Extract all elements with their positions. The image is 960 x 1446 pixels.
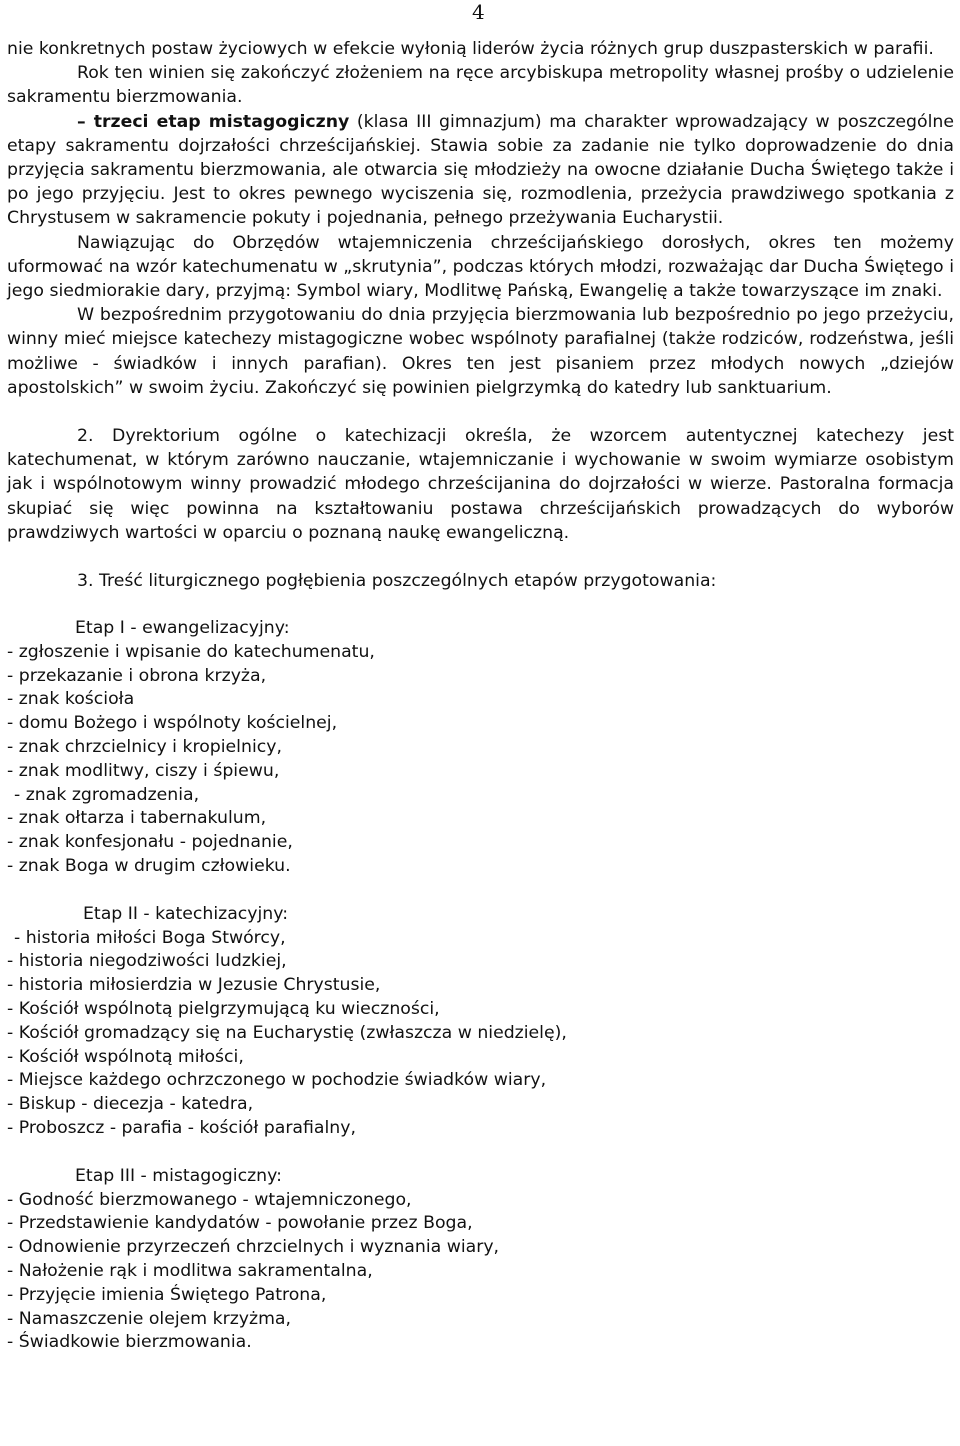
list-item: - znak modlitwy, ciszy i śpiewu, — [7, 760, 280, 781]
paragraph-intro-2: Rok ten winien się zakończyć złożeniem na ręce arcybiskupa metropolity własnej prośby o udzielenie sakramentu bierzmowania. — [7, 63, 954, 108]
section-2-paragraph: 2. Dyrektorium ogólne o katechizacji określa, że wzorcem autentycznej katechezy jest katechumenat, w którym zarówno nauczanie, wtajemniczanie i wychowanie w swoim wymiarze osobistym jak i wspólnotowym winny prowadzić młodego chrześcijanina do dojrzałości w wierze. Pastoralna formacja skupiać się więc powinna na kształtowaniu postawa chrześcijańskich prowadzących do wyborów prawdziwych wartości w oparciu o poznaną naukę ewangeliczną. — [7, 426, 954, 543]
section-3-heading: 3. Treść liturgicznego pogłębienia poszczególnych etapów przygotowania: — [77, 571, 717, 592]
list-item: - Biskup - diecezja - katedra, — [7, 1094, 254, 1115]
list-item: - domu Bożego i wspólnoty kościelnej, — [7, 713, 338, 734]
list-item: - Kościół wspólnotą miłości, — [7, 1046, 244, 1067]
list-item: - Godność bierzmowanego - wtajemniczonego, — [7, 1189, 412, 1210]
paragraph-intro-1: nie konkretnych postaw życiowych w efekcie wyłonią liderów życia różnych grup duszpasterskich w parafii. — [7, 39, 934, 59]
stage-3-list — [7, 1189, 954, 1356]
paragraph-third-stage — [7, 110, 954, 231]
spacer — [7, 545, 954, 569]
spacer — [7, 1141, 954, 1165]
list-item: - zgłoszenie i wpisanie do katechumenatu, — [7, 641, 375, 662]
list-item: - znak Boga w drugim człowieku. — [7, 856, 291, 877]
list-item: - znak ołtarza i tabernakulum, — [7, 808, 267, 829]
list-item: - historia niegodziwości ludzkiej, — [7, 951, 287, 972]
spacer — [7, 879, 954, 903]
page-number: 4 — [472, 0, 485, 24]
spacer — [7, 400, 954, 424]
list-item: - Miejsce każdego ochrzczonego w pochodzie świadków wiary, — [7, 1070, 547, 1091]
stage-3-title: Etap III - mistagogiczny: — [75, 1165, 282, 1186]
stage-2-title: Etap II - katechizacyjny: — [83, 903, 289, 924]
list-item: - znak konfesjonału - pojednanie, — [7, 832, 293, 853]
list-item: - znak chrzcielnicy i kropielnicy, — [7, 737, 282, 758]
list-item: - znak zgromadzenia, — [14, 784, 200, 805]
third-stage-text: (klasa III gimnazjum) ma charakter wprowadzający w poszczególne etapy sakramentu dojrzałości chrześcijańskiej. Stawia sobie za zadanie nie tylko doprowadzenie do dnia przyjęcia sakramentu bierzmowania, ale otwarcia się młodzieży na owocne działanie Ducha Świętego także i po jego przyjęciu. Jest to okres pewnego wyciszenia się, rozmodlenia, przeżycia prawdziwego spotkania z Chrystusem w sakramencie pokuty i pojednania, pełnego przeżywania Eucharystii. — [7, 111, 954, 229]
list-item: - Kościół wspólnotą pielgrzymującą ku wieczności, — [7, 999, 440, 1020]
list-item: - Świadkowie bierzmowania. — [7, 1332, 252, 1353]
list-item: - historia miłosierdzia w Jezusie Chrystusie, — [7, 975, 381, 996]
list-item: - Przedstawienie kandydatów - powołanie przez Boga, — [7, 1213, 473, 1234]
list-item: - Proboszcz - parafia - kościół parafialny, — [7, 1118, 356, 1138]
stage-1-list — [7, 641, 954, 879]
list-item: - Kościół gromadzący się na Eucharystię (zwłaszcza w niedzielę), — [7, 1022, 567, 1043]
paragraph-scrutinies: Nawiązując do Obrzędów wtajemniczenia chrześcijańskiego dorosłych, okres ten możemy uformować na wzór katechumenatu w „skrutynia”, podczas których młodzi, rozważając dar Ducha Świętego i jego siedmiorakie dary, przyjmą: Symbol wiary, Modlitwę Pańską, Ewangelię a także towarzyszące im znaki. — [7, 232, 954, 302]
list-item: - Przyjęcie imienia Świętego Patrona, — [7, 1284, 327, 1305]
list-item: - Nałożenie rąk i modlitwa sakramentalna, — [7, 1260, 373, 1281]
list-item: - historia miłości Boga Stwórcy, — [14, 927, 286, 948]
stage-1-title: Etap I - ewangelizacyjny: — [75, 618, 290, 639]
spacer — [7, 593, 954, 617]
third-stage-heading: – trzeci etap mistagogiczny — [77, 111, 350, 132]
list-item: - przekazanie i obrona krzyża, — [7, 665, 267, 686]
list-item: - Namaszczenie olejem krzyżma, — [7, 1308, 291, 1329]
stage-2-list — [7, 927, 954, 1141]
paragraph-mystagogical-catechesis: W bezpośrednim przygotowaniu do dnia przyjęcia bierzmowania lub bezpośrednio po jego przeżyciu, winny mieć miejsce katechezy mistagogiczne wobec wspólnoty parafialnej (także rodziców, rodzeństwa, jeśli możliwe - świadków i innych parafian). Okres ten jest pisaniem przez młodych nowych „dziejów apostolskich” w swoim życiu. Zakończyć się powinien pielgrzymką do katedry lub sanktuarium. — [7, 305, 954, 398]
list-item: - Odnowienie przyrzeczeń chrzcielnych i wyznania wiary, — [7, 1237, 500, 1258]
document-body — [7, 37, 954, 1355]
list-item: - znak kościoła — [7, 689, 135, 710]
